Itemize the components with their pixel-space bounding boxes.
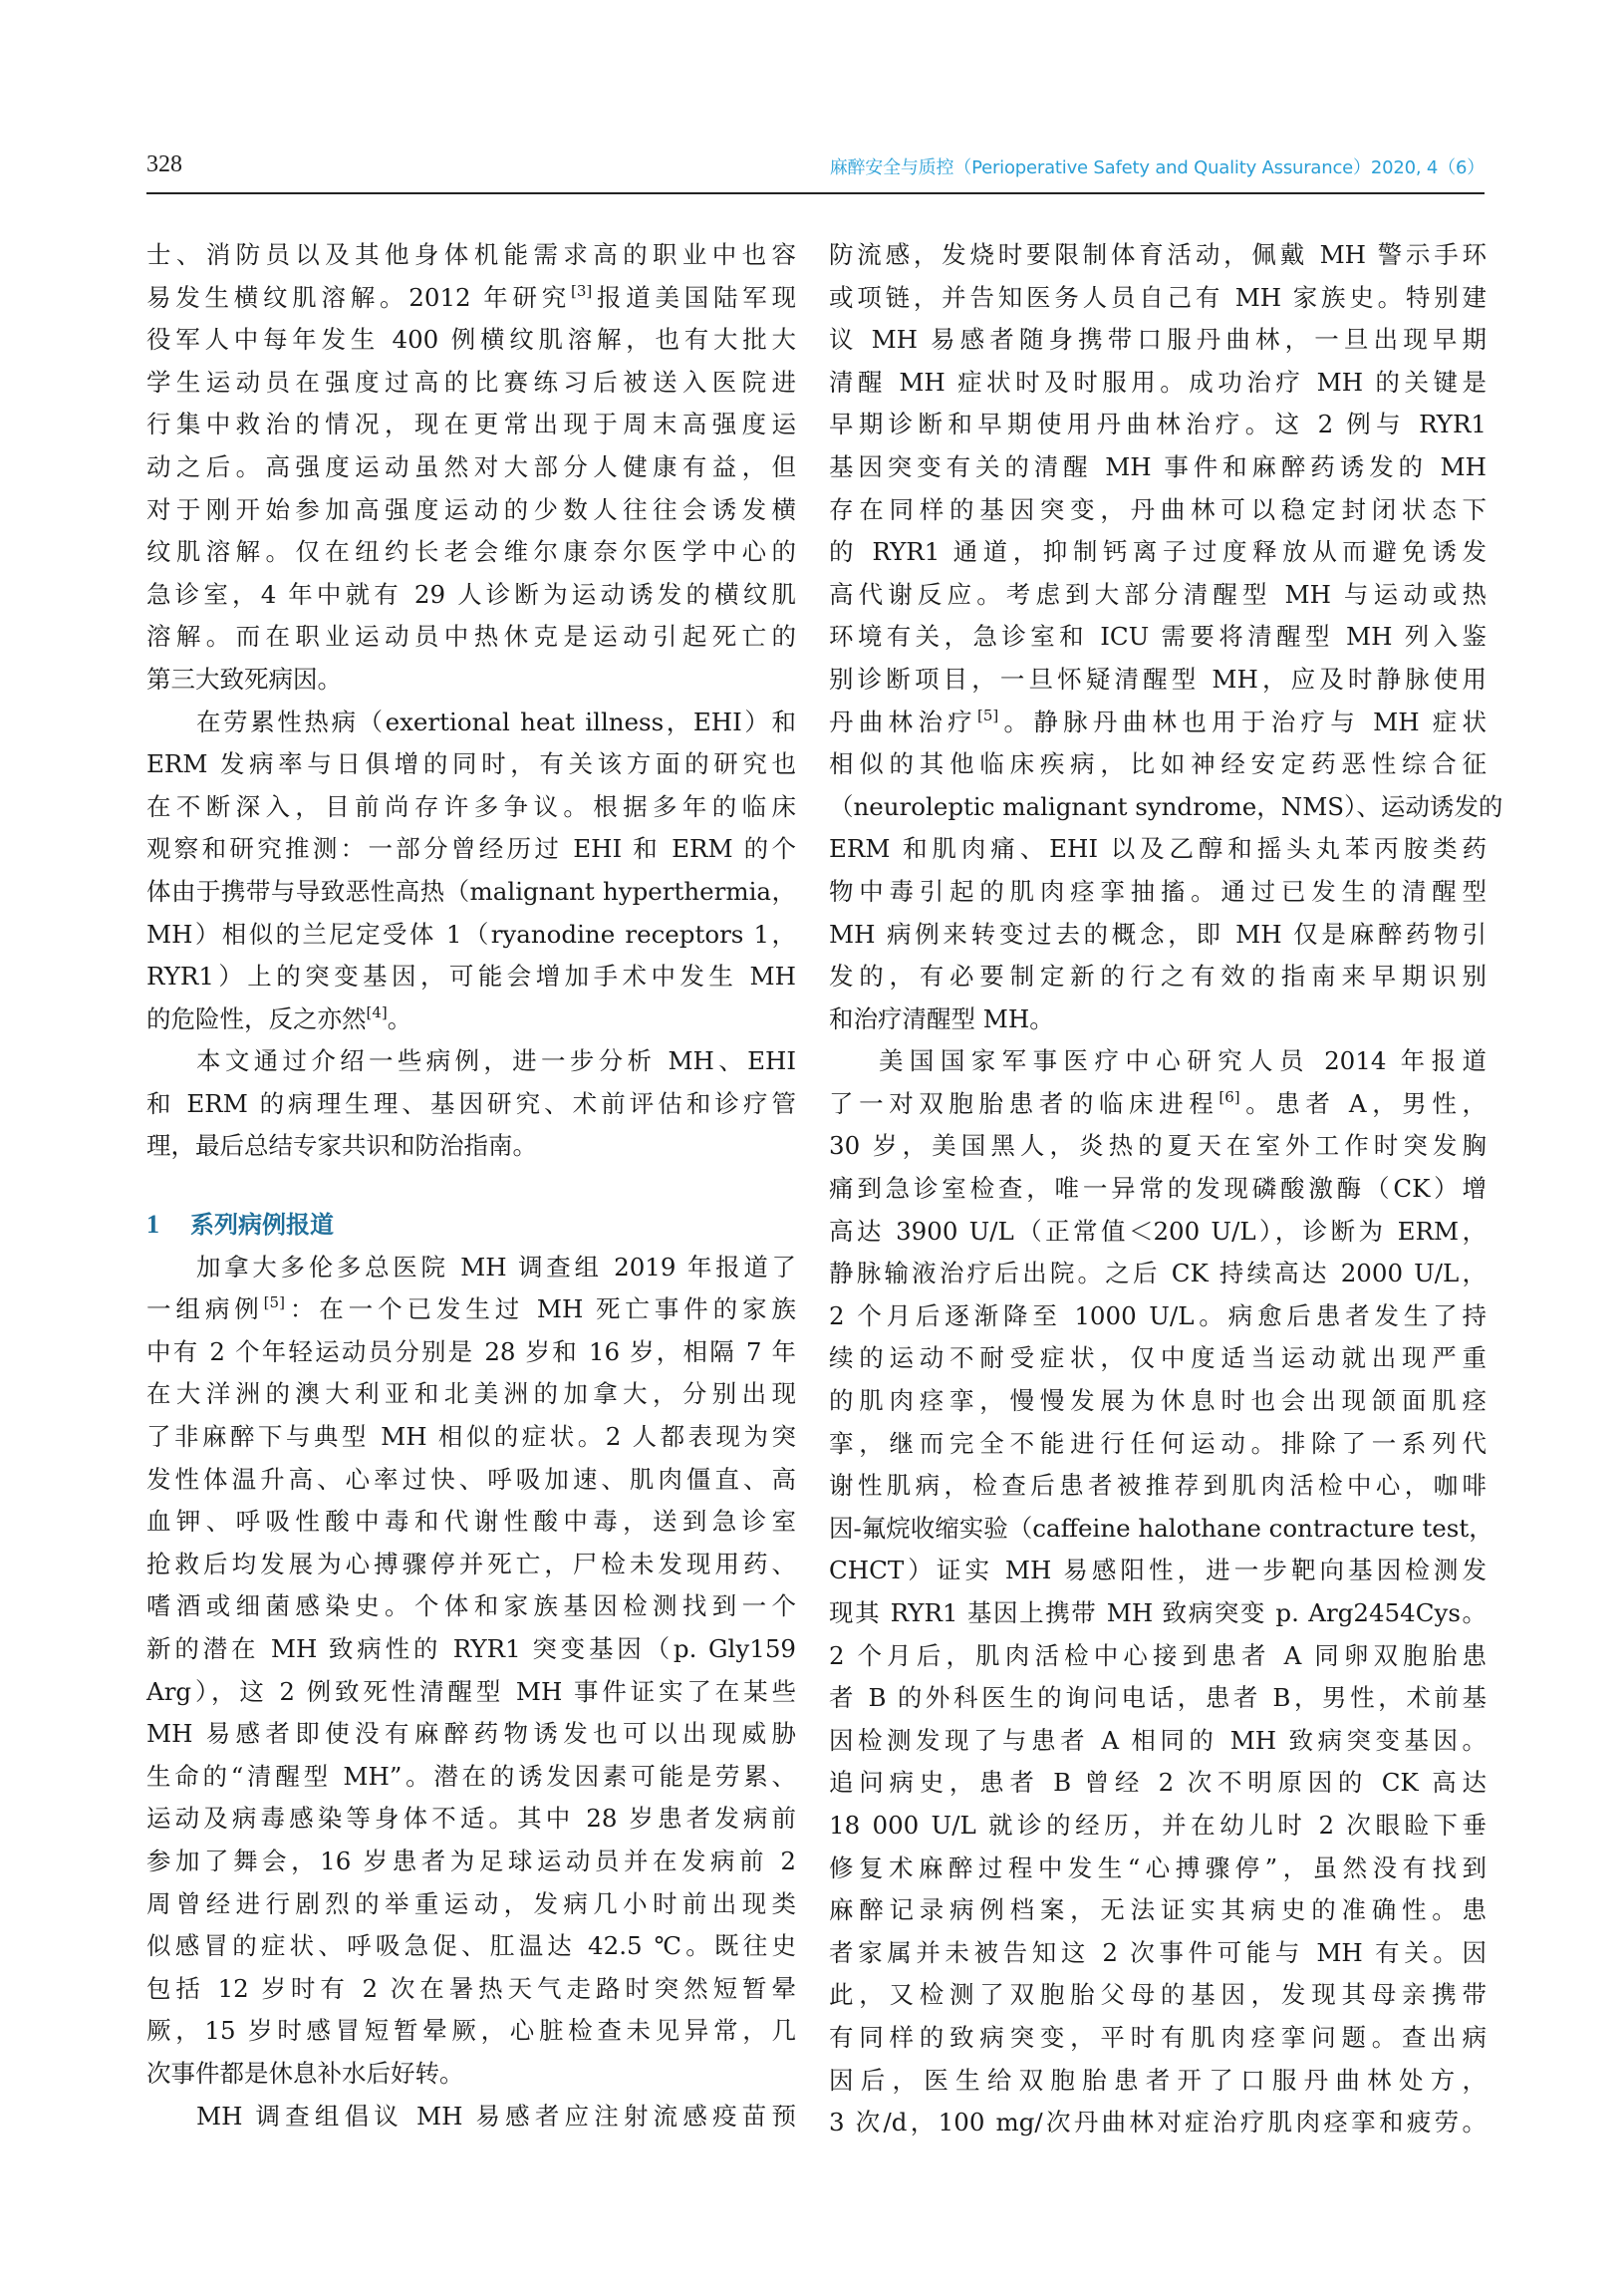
text-span: 。 (387, 1003, 412, 1033)
paragraph (829, 234, 1503, 1040)
text-line: 因检测发现了与患者 A 相同的 MH 致病突变基因。 (829, 1725, 1487, 1755)
text-line: Arg），这 2 例致死性清醒型 MH 事件证实了在某些 (146, 1676, 796, 1706)
text-line: 本文通过介绍一些病例，进一步分析 MH、EHI (196, 1046, 796, 1076)
text-line: 清醒 MH 症状时及时服用。成功治疗 MH 的关键是 (829, 367, 1487, 397)
text-line: 者家属并未被告知这 2 次事件可能与 MH 有关。因 (829, 1937, 1487, 1967)
text-line: 或项链，并告知医务人员自己有 MH 家族史。特别建 (829, 282, 1487, 312)
left-column (146, 234, 796, 2138)
text-line: 在不断深入，目前尚存许多争议。根据多年的临床 (146, 791, 796, 821)
citation-ref[interactable]: [4] (366, 1002, 388, 1021)
text-line: 了非麻醉下与典型 MH 相似的症状。2 人都表现为突 (146, 1422, 796, 1452)
text-line: 此，又检测了双胞胎父母的基因，发现其母亲携带 (829, 1980, 1487, 2010)
text-line: 追问病史，患者 B 曾经 2 次不明原因的 CK 高达 (829, 1768, 1487, 1798)
text-span: 一组病例 (146, 1294, 264, 1324)
text-line: 新的潜在 MH 致病性的 RYR1 突变基因（p. Gly159 (146, 1634, 796, 1663)
text-span: 报道美国陆军现 (592, 282, 797, 312)
text-line: 观察和研究推测：一部分曾经历过 EHI 和 ERM 的个 (146, 834, 796, 864)
text-line: 议 MH 易感者随身携带口服丹曲林，一旦出现早期 (829, 325, 1487, 355)
text-line: 静脉输液治疗后出院。之后 CK 持续高达 2000 U/L， (829, 1259, 1487, 1288)
text-line: 行集中救治的情况，现在更常出现于周末高强度运 (146, 410, 796, 439)
text-line: 在大洋洲的澳大利亚和北美洲的加拿大，分别出现 (146, 1379, 796, 1409)
text-line: 3 次/d，100 mg/次丹曲林对症治疗肌肉痉挛和疲劳。 (829, 2108, 1487, 2138)
text-line: （neuroleptic malignant syndrome，NMS）、运动诱发的 (829, 791, 1503, 821)
text-span: 的危险性，反之亦然 (146, 1003, 367, 1033)
text-line: 第三大致死病因。 (146, 664, 342, 694)
text-line: 周曾经进行剧烈的举重运动，发病几小时前出现类 (146, 1888, 796, 1918)
text-span: ：在一个已发生过 MH 死亡事件的家族 (284, 1294, 797, 1324)
text-line: 学生运动员在强度过高的比赛练习后被送入医院进 (146, 367, 796, 397)
paragraph (146, 1247, 796, 2096)
text-line: 生命的“清醒型 MH”。潜在的诱发因素可能是劳累、 (146, 1761, 796, 1791)
text-line: 体由于携带与导致恶性高热（malignant hyperthermia， (146, 876, 796, 906)
text-line: 续的运动不耐受症状，仅中度适当运动就出现严重 (829, 1343, 1487, 1373)
text-line: MH 病例来转变过去的概念，即 MH 仅是麻醉药物引 (829, 919, 1487, 949)
text-line: 对于刚开始参加高强度运动的少数人往往会诱发横 (146, 494, 796, 524)
text-line: 士、消防员以及其他身体机能需求高的职业中也容 (146, 240, 796, 269)
text-line: 2 个月后逐渐降至 1000 U/L。病愈后患者发生了持 (829, 1300, 1487, 1330)
section-number: 1 (146, 1210, 159, 1240)
text-line: 在劳累性热病（exertional heat illness，EHI）和 (196, 707, 796, 736)
text-line: 发性体温升高、心率过快、呼吸加速、肌肉僵直、高 (146, 1464, 796, 1494)
text-line: 2 个月后，肌肉活检中心接到患者 A 同卵双胞胎患 (829, 1640, 1487, 1670)
text-line: 的 RYR1 通道，抑制钙离子过度释放从而避免诱发 (829, 537, 1487, 567)
text-line: 因后，医生给双胞胎患者开了口服丹曲林处方， (829, 2065, 1487, 2095)
citation-ref[interactable]: [5] (976, 706, 999, 724)
text-line: 高达 3900 U/L（正常值＜200 U/L），诊断为 ERM， (829, 1216, 1487, 1246)
text-line: 30 岁，美国黑人，炎热的夏天在室外工作时突发胸 (829, 1131, 1487, 1161)
page-number: 328 (146, 151, 182, 177)
text-span: 易发生横纹肌溶解。2012 年研究 (146, 282, 571, 312)
text-line: 物中毒引起的肌肉痉挛抽搐。通过已发生的清醒型 (829, 876, 1487, 906)
text-line: 理，最后总结专家共识和防治指南。 (146, 1131, 537, 1161)
text-line (146, 277, 796, 320)
text-line: 溶解。而在职业运动员中热休克是运动引起死亡的 (146, 622, 796, 652)
text-line: 痛到急诊室检查，唯一异常的发现磷酸激酶（CK）增 (829, 1174, 1487, 1204)
text-line: 役军人中每年发生 400 例横纹肌溶解，也有大批大 (146, 325, 796, 355)
text-line: 相似的其他临床疾病，比如神经安定药恶性综合征 (829, 749, 1487, 779)
text-line: 嗜酒或细菌感染史。个体和家族基因检测找到一个 (146, 1591, 796, 1621)
paragraph (146, 1040, 796, 1168)
text-line: 美国国家军事医疗中心研究人员 2014 年报道 (879, 1046, 1487, 1076)
text-line (829, 702, 1487, 744)
text-line: MH 易感者即使没有麻醉药物诱发也可以出现威胁 (146, 1719, 796, 1749)
section-heading (146, 1204, 796, 1247)
text-span: 。患者 A，男性， (1239, 1088, 1488, 1118)
text-span: 丹曲林治疗 (829, 707, 977, 736)
text-line: 抢救后均发展为心搏骤停并死亡，尸检未发现用药、 (146, 1549, 796, 1578)
text-line: 麻醉记录病例档案，无法证实其病史的准确性。患 (829, 1895, 1487, 1925)
text-line (146, 1288, 796, 1331)
text-line: 动之后。高强度运动虽然对大部分人健康有益，但 (146, 451, 796, 481)
text-line: 别诊断项目，一旦怀疑清醒型 MH，应及时静脉使用 (829, 664, 1487, 694)
text-line: 加拿大多伦多总医院 MH 调查组 2019 年报道了 (196, 1252, 796, 1282)
text-line: 现其 RYR1 基因上携带 MH 致病突变 p. Arg2454Cys。 (829, 1598, 1487, 1627)
text-line: 似感冒的症状、呼吸急促、肛温达 42.5 ℃。既往史 (146, 1931, 796, 1961)
text-line: 次事件都是休息补水后好转。 (146, 2058, 464, 2088)
text-line: 者 B 的外科医生的询问电话，患者 B，男性，术前基 (829, 1683, 1487, 1713)
text-span: 了一对双胞胎患者的临床进程 (829, 1088, 1219, 1118)
text-line: 纹肌溶解。仅在纽约长老会维尔康奈尔医学中心的 (146, 537, 796, 567)
text-line: 厥，15 岁时感冒短暂晕厥，心脏检查未见异常，几 (146, 2016, 796, 2046)
text-line: 中有 2 个年轻运动员分别是 28 岁和 16 岁，相隔 7 年 (146, 1336, 796, 1366)
text-line (829, 1083, 1487, 1126)
text-line: 18 000 U/L 就诊的经历，并在幼儿时 2 次眼睑下垂 (829, 1810, 1487, 1840)
text-line: 有同样的致病突变，平时有肌肉痉挛问题。查出病 (829, 2022, 1487, 2052)
text-line: ERM 发病率与日俱增的同时，有关该方面的研究也 (146, 749, 796, 779)
paragraph (829, 1040, 1493, 2143)
text-line: 包括 12 岁时有 2 次在暑热天气走路时突然短暂晕 (146, 1973, 796, 2003)
journal-title: 麻醉安全与质控（Perioperative Safety and Quality Assurance）2020, 4（6） (829, 157, 1485, 178)
text-line: 发的，有必要制定新的行之有效的指南来早期识别 (829, 962, 1487, 992)
text-line: 早期诊断和早期使用丹曲林治疗。这 2 例与 RYR1 (829, 410, 1487, 439)
text-line: CHCT）证实 MH 易感阳性，进一步靶向基因检测发 (829, 1556, 1487, 1585)
citation-ref[interactable]: [3] (570, 281, 593, 300)
text-line: 参加了舞会，16 岁患者为足球运动员并在发病前 2 (146, 1846, 796, 1875)
text-line: 和 ERM 的病理生理、基因研究、术前评估和诊疗管 (146, 1088, 796, 1118)
right-column (829, 234, 1503, 2144)
text-line: 血钾、呼吸性酸中毒和代谢性酸中毒，送到急诊室 (146, 1507, 796, 1537)
text-line: 急诊室，4 年中就有 29 人诊断为运动诱发的横纹肌 (146, 579, 796, 609)
paragraph (146, 702, 796, 1041)
text-line: 的肌肉痉挛，慢慢发展为休息时也会出现颌面肌痉 (829, 1386, 1487, 1416)
text-line: 挛，继而完全不能进行任何运动。排除了一系列代 (829, 1428, 1487, 1458)
text-line: ERM 和肌肉痛、EHI 以及乙醇和摇头丸苯丙胺类药 (829, 834, 1487, 864)
text-line: 防流感，发烧时要限制体育活动，佩戴 MH 警示手环 (829, 240, 1487, 269)
text-line: 和治疗清醒型 MH。 (829, 1003, 1054, 1033)
text-line: RYR1）上的突变基因，可能会增加手术中发生 MH (146, 962, 796, 992)
header-rule (146, 192, 1485, 194)
section-title: 系列病例报道 (190, 1211, 334, 1240)
running-header (146, 147, 1485, 187)
text-line: 环境有关，急诊室和 ICU 需要将清醒型 MH 列入鉴 (829, 622, 1487, 652)
paragraph (146, 2096, 796, 2138)
text-line: 因-氟烷收缩实验（caffeine halothane contracture test， (829, 1513, 1493, 1543)
text-line (146, 998, 796, 1041)
text-line: 基因突变有关的清醒 MH 事件和麻醉药诱发的 MH (829, 451, 1487, 481)
text-line: MH 调查组倡议 MH 易感者应注射流感疫苗预 (196, 2101, 796, 2131)
text-line: 谢性肌病，检查后患者被推荐到肌肉活检中心，咖啡 (829, 1471, 1487, 1501)
text-line: 运动及病毒感染等身体不适。其中 28 岁患者发病前 (146, 1804, 796, 1834)
text-line: MH）相似的兰尼定受体 1（ryanodine receptors 1， (146, 919, 796, 949)
citation-ref[interactable]: [5] (263, 1293, 285, 1312)
paragraph (146, 234, 796, 702)
text-span: 。静脉丹曲林也用于治疗与 MH 症状 (998, 707, 1487, 736)
text-line: 修复术麻醉过程中发生“心搏骤停”，虽然没有找到 (829, 1852, 1487, 1882)
text-line: 高代谢反应。考虑到大部分清醒型 MH 与运动或热 (829, 579, 1487, 609)
citation-ref[interactable]: [6] (1218, 1087, 1240, 1106)
text-line: 存在同样的基因突变，丹曲林可以稳定封闭状态下 (829, 494, 1487, 524)
